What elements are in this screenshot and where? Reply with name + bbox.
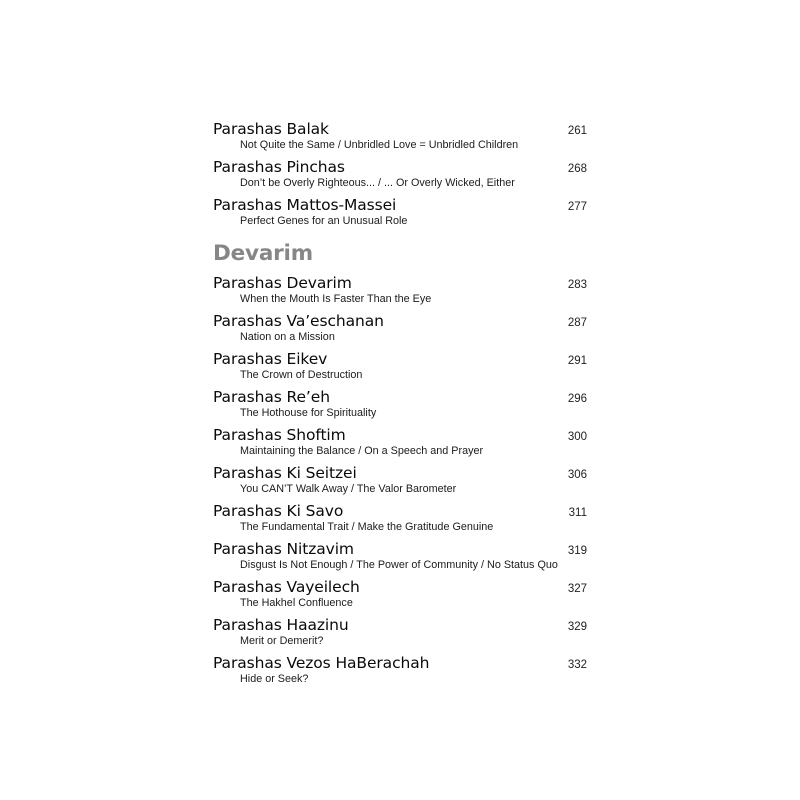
entry-page-number: 277	[567, 201, 587, 213]
entry-subtitle: Merit or Demerit?	[240, 635, 324, 647]
entry-page-number: 332	[567, 659, 587, 671]
toc-entry	[213, 615, 587, 653]
entry-subtitle: Maintaining the Balance / On a Speech and Prayer	[240, 445, 484, 457]
entry-page-number: 300	[567, 431, 587, 443]
entry-page-number: 319	[567, 545, 587, 557]
table-of-contents	[213, 119, 587, 691]
entry-page-number: 329	[567, 621, 587, 633]
entry-page-number: 287	[567, 317, 587, 329]
entry-subtitle: Not Quite the Same / Unbridled Love = Unbridled Children	[240, 139, 519, 151]
toc-entry	[213, 157, 587, 195]
entry-page-number: 283	[567, 279, 587, 291]
section-heading	[213, 233, 587, 273]
toc-section-devarim	[213, 233, 587, 691]
entry-subtitle: Perfect Genes for an Unusual Role	[240, 215, 408, 227]
toc-entry	[213, 539, 587, 577]
toc-entry	[213, 311, 587, 349]
entry-page-number: 261	[567, 125, 587, 137]
entry-subtitle: The Fundamental Trait / Make the Gratitude Genuine	[240, 521, 494, 533]
entry-title: Parashas Re’eh	[213, 388, 330, 406]
entry-title: Parashas Vezos HaBerachah	[213, 654, 430, 672]
entry-page-number: 306	[567, 469, 587, 481]
entry-subtitle: Don’t be Overly Righteous... / ... Or Overly Wicked, Either	[240, 177, 515, 189]
entry-page-number: 311	[568, 507, 587, 519]
entry-title: Parashas Va’eschanan	[213, 312, 384, 330]
toc-entry	[213, 349, 587, 387]
entry-title: Parashas Pinchas	[213, 158, 345, 176]
entry-subtitle: The Hothouse for Spirituality	[240, 407, 377, 419]
entry-title: Parashas Haazinu	[213, 616, 349, 634]
entry-subtitle: The Crown of Destruction	[240, 369, 363, 381]
entry-subtitle: The Hakhel Confluence	[240, 597, 353, 609]
entry-title: Parashas Ki Seitzei	[213, 464, 357, 482]
entry-page-number: 296	[567, 393, 587, 405]
toc-group-bamidbar-continued	[213, 119, 587, 233]
entry-page-number: 268	[567, 163, 587, 175]
toc-entry	[213, 119, 587, 157]
entry-title: Parashas Nitzavim	[213, 540, 354, 558]
entry-subtitle: Nation on a Mission	[240, 331, 335, 343]
entry-title: Parashas Balak	[213, 120, 329, 138]
entry-title: Parashas Ki Savo	[213, 502, 344, 520]
toc-entry	[213, 273, 587, 311]
toc-entry	[213, 577, 587, 615]
toc-entry	[213, 653, 587, 691]
toc-entry	[213, 463, 587, 501]
entry-subtitle: When the Mouth Is Faster Than the Eye	[240, 293, 432, 305]
entry-page-number: 327	[567, 583, 587, 595]
entry-title: Parashas Devarim	[213, 274, 352, 292]
entry-title: Parashas Mattos-Massei	[213, 196, 397, 214]
toc-entry	[213, 425, 587, 463]
toc-entry	[213, 195, 587, 233]
entry-title: Parashas Vayeilech	[213, 578, 360, 596]
entry-subtitle: Hide or Seek?	[240, 673, 309, 685]
entry-subtitle: Disgust Is Not Enough / The Power of Community / No Status Quo	[240, 559, 558, 571]
entry-subtitle: You CAN’T Walk Away / The Valor Barometer	[240, 483, 457, 495]
toc-entry	[213, 387, 587, 425]
entry-page-number: 291	[567, 355, 587, 367]
section-heading-text: Devarim	[213, 241, 313, 266]
entry-title: Parashas Shoftim	[213, 426, 346, 444]
entry-title: Parashas Eikev	[213, 350, 328, 368]
toc-entry	[213, 501, 587, 539]
